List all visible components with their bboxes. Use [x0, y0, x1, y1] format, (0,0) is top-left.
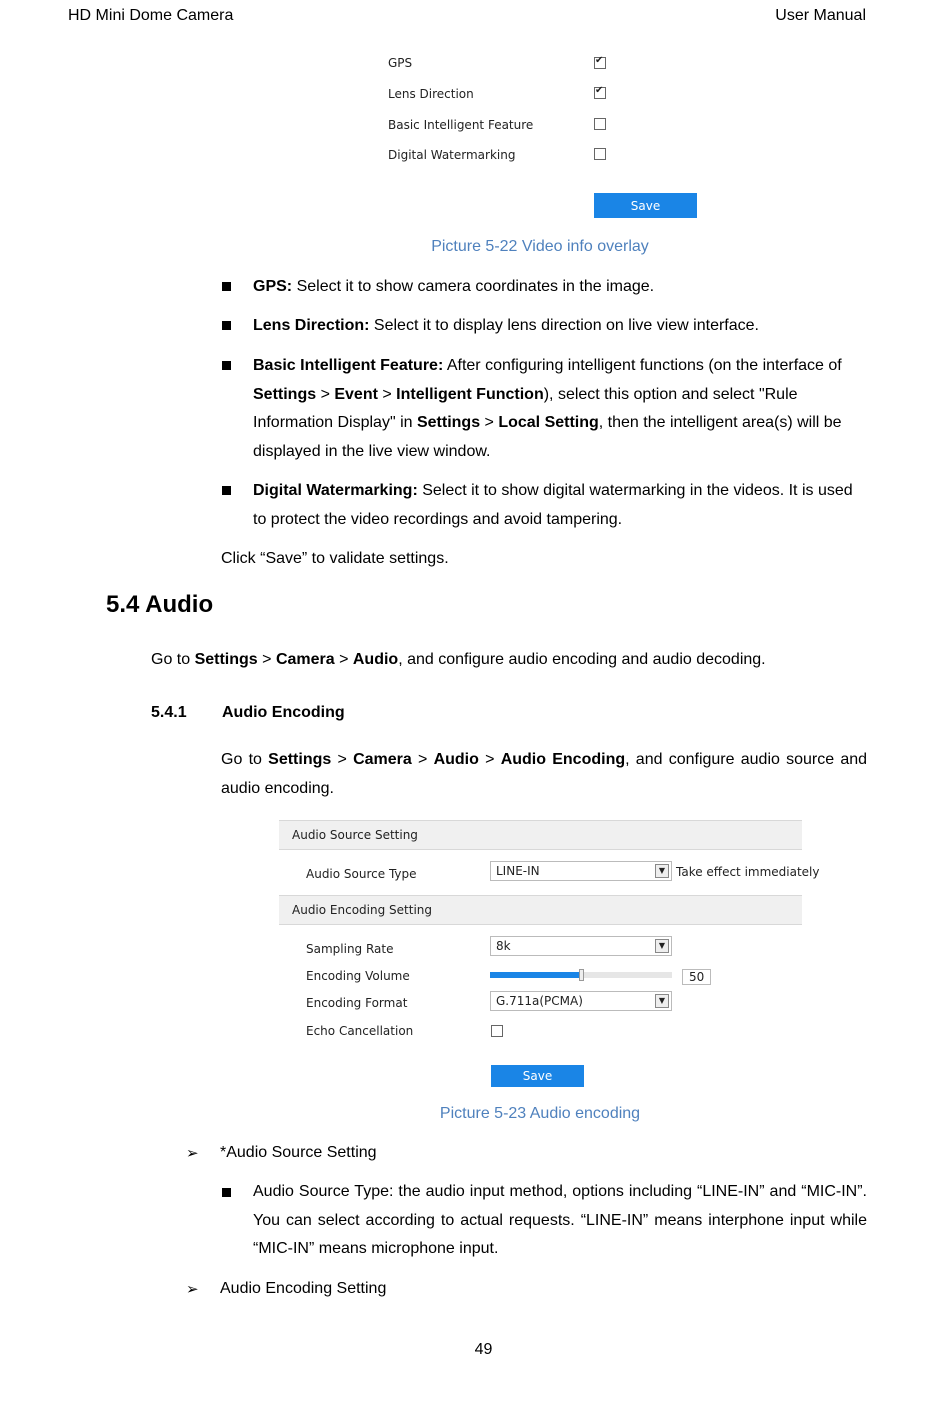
digital-watermarking-checkbox[interactable] [594, 148, 606, 160]
lens-direction-label: Lens Direction [388, 87, 474, 101]
page-number: 49 [474, 1341, 493, 1358]
panel-title: Audio Source Setting [292, 828, 418, 842]
square-bullet-icon [222, 1188, 231, 1197]
square-bullet-icon [222, 361, 231, 370]
encoding-volume-label: Encoding Volume [306, 969, 410, 983]
arrow-bullet-icon: ➢ [186, 1281, 199, 1298]
square-bullet-icon [222, 486, 231, 495]
chevron-down-icon: ▼ [655, 994, 669, 1008]
audio-source-setting-bar [279, 820, 802, 850]
take-effect-note: Take effect immediately [676, 865, 820, 879]
subsection-intro: Go to Settings > Camera > Audio > Audio Encoding, and configure audio source and audio encoding. [221, 751, 868, 797]
volume-slider-handle[interactable] [579, 969, 584, 981]
square-bullet-icon [222, 321, 231, 330]
encoding-format-select[interactable]: G.711a(PCMA) ▼ [490, 991, 672, 1011]
header-left: HD Mini Dome Camera [68, 7, 234, 24]
list-item: Basic Intelligent Feature: After configuring intelligent functions (on the interface of Settings > Event > Intelligent Function), select this option and select "Rule Information Display" in Settings > Local Setting, then the intelligent area(s) will be displayed in the live view window. [253, 357, 842, 460]
section-intro: Go to Settings > Camera > Audio, and configure audio encoding and audio decoding. [151, 651, 766, 668]
list-item: Lens Direction: Select it to display lens direction on live view interface. [253, 317, 759, 334]
section-title: 5.4 Audio [106, 591, 214, 618]
gps-checkbox[interactable] [594, 57, 606, 69]
subsection-title: Audio Encoding [222, 704, 345, 721]
save-button[interactable]: Save [594, 193, 697, 218]
sampling-rate-select[interactable]: 8k ▼ [490, 936, 672, 956]
panel-title: Audio Encoding Setting [292, 903, 433, 917]
gps-label: GPS [388, 56, 413, 70]
save-button[interactable]: Save [491, 1065, 584, 1087]
figure-caption: Picture 5-23 Audio encoding [439, 1105, 641, 1122]
header-right: User Manual [775, 7, 866, 24]
audio-source-type-select[interactable]: LINE-IN ▼ [490, 861, 672, 881]
sampling-rate-label: Sampling Rate [306, 942, 394, 956]
square-bullet-icon [222, 282, 231, 291]
echo-cancellation-checkbox[interactable] [491, 1025, 503, 1037]
list-item: Digital Watermarking: Select it to show digital watermarking in the videos. It is used to protect the video recordings and avoid tampering. [253, 482, 853, 528]
list-item: Audio Source Type: the audio input method, options including “LINE-IN” and “MIC-IN”. You can select according to actual requests. “LINE-IN” means interphone input while “MIC-IN” means microphone input. [253, 1183, 867, 1257]
click-save-text: Click “Save” to validate settings. [221, 550, 449, 567]
echo-cancellation-label: Echo Cancellation [306, 1024, 414, 1038]
arrow-bullet-icon: ➢ [186, 1145, 199, 1162]
list-item: GPS: Select it to show camera coordinates in the image. [253, 278, 655, 295]
volume-slider-track[interactable] [490, 972, 672, 978]
basic-intelligent-checkbox[interactable] [594, 118, 606, 130]
subsection-number: 5.4.1 [151, 704, 187, 721]
list-item: Audio Encoding Setting [220, 1280, 387, 1297]
lens-direction-checkbox[interactable] [594, 87, 606, 99]
encoding-format-label: Encoding Format [306, 996, 408, 1010]
chevron-down-icon: ▼ [655, 864, 669, 878]
chevron-down-icon: ▼ [655, 939, 669, 953]
list-item: *Audio Source Setting [220, 1144, 377, 1161]
digital-watermarking-label: Digital Watermarking [388, 148, 516, 162]
audio-source-type-label: Audio Source Type [306, 867, 417, 881]
audio-encoding-setting-bar [279, 895, 802, 925]
figure-caption: Picture 5-22 Video info overlay [431, 238, 649, 255]
volume-slider-fill [490, 972, 581, 978]
volume-value-field[interactable]: 50 [682, 969, 711, 985]
basic-intelligent-label: Basic Intelligent Feature [388, 118, 534, 132]
